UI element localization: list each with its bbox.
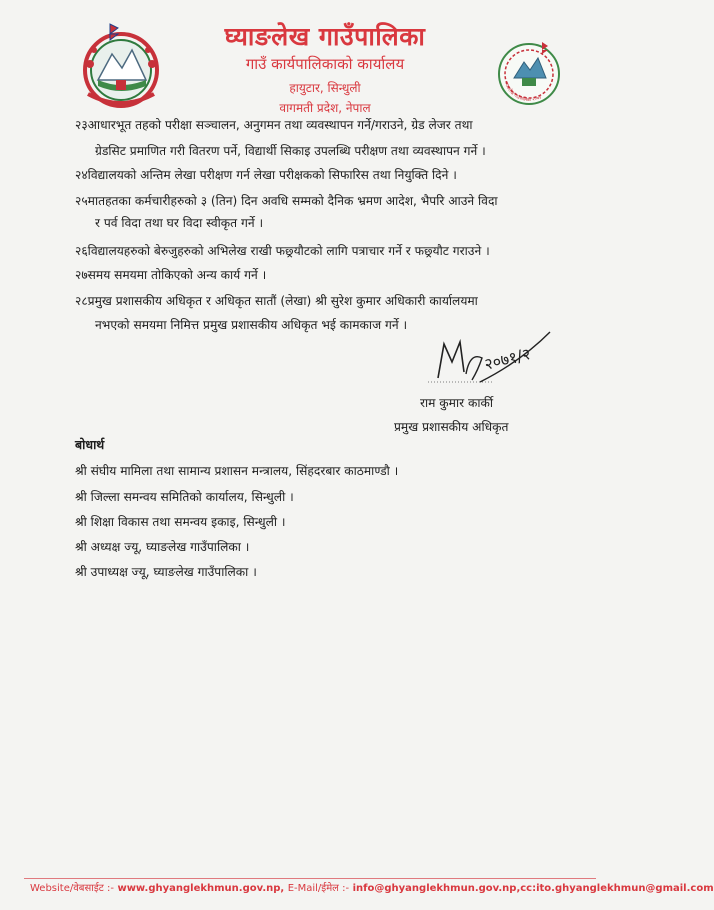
copy-to-item: श्री संघीय मामिला तथा सामान्य प्रशासन मन्त्रालय, सिंहदरबार काठमाण्डौ ।	[75, 464, 399, 478]
signer-title: प्रमुख प्रशासकीय अधिकृत	[394, 420, 509, 434]
footer-contact	[30, 880, 714, 894]
list-item-line: २३आधारभूत तहको परीक्षा सञ्चालन, अनुगमन तथा व्यवस्थापन गर्ने/गराउने, ग्रेड लेजर तथा	[75, 118, 473, 132]
copy-to-item: श्री जिल्ला समन्वय समितिको कार्यालय, सिन्धुली ।	[75, 490, 294, 504]
signer-name: राम कुमार कार्की	[420, 396, 493, 410]
logo-text: घ्याङलेख गाउँपालिका २०७३	[502, 81, 543, 103]
website-label: Website/वेबसाईट :-	[30, 883, 114, 894]
list-item-line: नभएको समयमा निमित्त प्रमुख प्रशासकीय अधिकृत भई कामकाज गर्ने ।	[95, 318, 408, 332]
nepal-emblem-icon	[80, 20, 162, 110]
list-item-line: २७समय समयमा तोकिएको अन्य कार्य गर्ने ।	[75, 268, 267, 282]
office-address: हायुटार, सिन्धुली	[289, 81, 361, 95]
letterhead	[160, 22, 490, 116]
website-link[interactable]: www.ghyanglekhmun.gov.np,	[117, 883, 285, 894]
list-item-line: २६विद्यालयहरुको बेरुजुहरुको अभिलेख राखी फछ्र्यौटको लागि पत्राचार गर्ने र फछ्र्यौट गराउने ।	[75, 244, 490, 258]
footer-divider	[24, 878, 596, 879]
email-label: E-Mail/ईमेल :-	[287, 883, 350, 894]
copy-to-item: श्री शिक्षा विकास तथा समन्वय इकाइ, सिन्धुली ।	[75, 515, 286, 529]
list-item-line: र पर्व विदा तथा घर विदा स्वीकृत गर्ने ।	[95, 216, 264, 230]
handwritten-signature	[420, 322, 560, 392]
list-item-line: २४विद्यालयको अन्तिम लेखा परीक्षण गर्न लेखा परीक्षकको सिफारिस तथा नियुक्ति दिने ।	[75, 168, 457, 182]
office-name: गाउँ कार्यपालिकाको कार्यालय	[245, 55, 405, 73]
municipality-name: घ्याङलेख गाउँपालिका	[224, 22, 426, 51]
signature-date: २०७१/२	[482, 344, 533, 374]
list-item-line: २५मातहतका कर्मचारीहरुको ३ (तिन) दिन अवधि सम्मको दैनिक भ्रमण आदेश, भैपरि आउने विदा	[75, 194, 498, 208]
copy-to-heading: बोधार्थ	[75, 437, 105, 452]
copy-to-item: श्री अध्यक्ष ज्यू, घ्याङलेख गाउँपालिका ।	[75, 540, 250, 554]
office-province: वागमती प्रदेश, नेपाल	[279, 101, 371, 115]
municipality-logo-icon	[494, 38, 564, 110]
list-item-line: २८प्रमुख प्रशासकीय अधिकृत र अधिकृत सातौं (लेखा) श्री सुरेश कुमार अधिकारी कार्यालयमा	[75, 294, 478, 308]
list-item-line: ग्रेडसिट प्रमाणित गरी वितरण पर्ने, विद्यार्थी सिकाइ उपलब्धि परीक्षण तथा व्यवस्थापन गर्ने ।	[95, 144, 486, 158]
copy-to-item: श्री उपाध्यक्ष ज्यू, घ्याङलेख गाउँपालिका ।	[75, 565, 257, 579]
email-link[interactable]: info@ghyanglekhmun.gov.np,cc:ito.ghyanglekhmun@gmail.com	[352, 883, 714, 894]
